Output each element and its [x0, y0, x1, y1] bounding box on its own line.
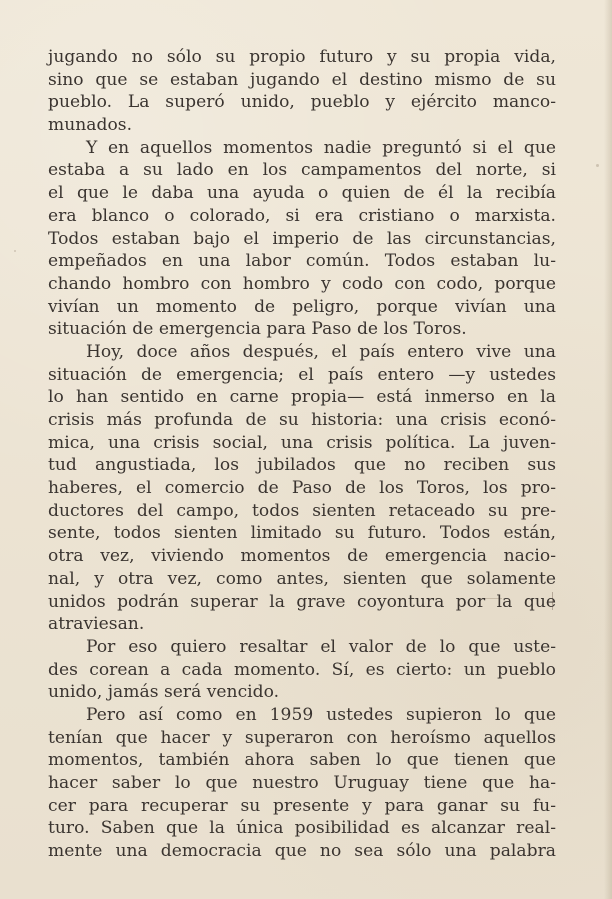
text-line: vivían un momento de peligro, porque vivían una — [48, 296, 556, 317]
text-line: hacer saber lo que nuestro Uruguay tiene que ha- — [48, 773, 556, 793]
text-line: Hoy, doce años después, el país entero vive una — [86, 341, 556, 362]
text-line: situación de emergencia para Paso de los Toros. — [48, 319, 467, 340]
text-line: crisis más profunda de su historia: una crisis econó- — [48, 410, 556, 430]
page-edge-shadow — [604, 0, 612, 899]
text-line: cer para recuperar su presente y para ganar su fu- — [48, 795, 556, 816]
page-text — [48, 46, 556, 863]
text-line: des corean a cada momento. Sí, es cierto: un pueblo — [48, 659, 556, 680]
text-line: mica, una crisis social, una crisis política. La juven- — [48, 432, 556, 453]
text-line: Y en aquellos momentos nadie preguntó si el que — [86, 137, 556, 158]
text-line: empeñados en una labor común. Todos estaban lu- — [48, 251, 556, 272]
text-line: Por eso quiero resaltar el valor de lo que uste- — [86, 636, 556, 657]
paper-speck — [14, 250, 16, 252]
text-line: Pero así como en 1959 ustedes supieron lo que — [86, 704, 556, 725]
text-line: estaba a su lado en los campamentos del norte, si — [48, 160, 556, 181]
text-line: situación de emergencia; el país entero —y ustedes — [48, 364, 556, 385]
text-line: nal, y otra vez, como antes, sienten que solamente — [48, 568, 556, 589]
text-line: ductores del campo, todos sienten retaceado su pre- — [48, 500, 556, 521]
text-line: unido, jamás será vencido. — [48, 682, 280, 703]
text-line: lo han sentido en carne propia— está inmerso en la — [48, 387, 556, 408]
text-line: unidos podrán superar la grave coyontura por la que — [48, 591, 556, 612]
text-line: chando hombro con hombro y codo con codo, porque — [48, 273, 556, 294]
text-line: pueblo. La superó unido, pueblo y ejército manco- — [48, 92, 556, 113]
text-line: turo. Saben que la única posibilidad es alcanzar real- — [48, 818, 556, 839]
text-line: sente, todos sienten limitado su futuro. Todos están, — [48, 523, 556, 544]
text-line: jugando no sólo su propio futuro y su propia vida, — [48, 47, 556, 67]
paper-speck — [596, 164, 599, 167]
text-line: munados. — [48, 115, 133, 136]
text-line: haberes, el comercio de Paso de los Toros, los pro- — [48, 478, 556, 499]
text-line: sino que se estaban jugando el destino mismo de su — [48, 69, 556, 90]
text-line: otra vez, viviendo momentos de emergencia nacio- — [48, 546, 556, 567]
text-line: el que le daba una ayuda o quien de él la recibía — [48, 183, 556, 204]
text-line: era blanco o colorado, si era cristiano o marxista. — [48, 205, 556, 226]
text-line: atraviesan. — [48, 614, 145, 635]
text-line: mente una democracia que no sea sólo una palabra — [48, 841, 556, 862]
text-line: tud angustiada, los jubilados que no reciben sus — [48, 455, 556, 476]
text-line: momentos, también ahora saben lo que tienen que — [48, 750, 556, 771]
text-line: Todos estaban bajo el imperio de las circunstancias, — [48, 228, 556, 249]
text-line: tenían que hacer y superaron con heroísmo aquellos — [48, 727, 556, 748]
